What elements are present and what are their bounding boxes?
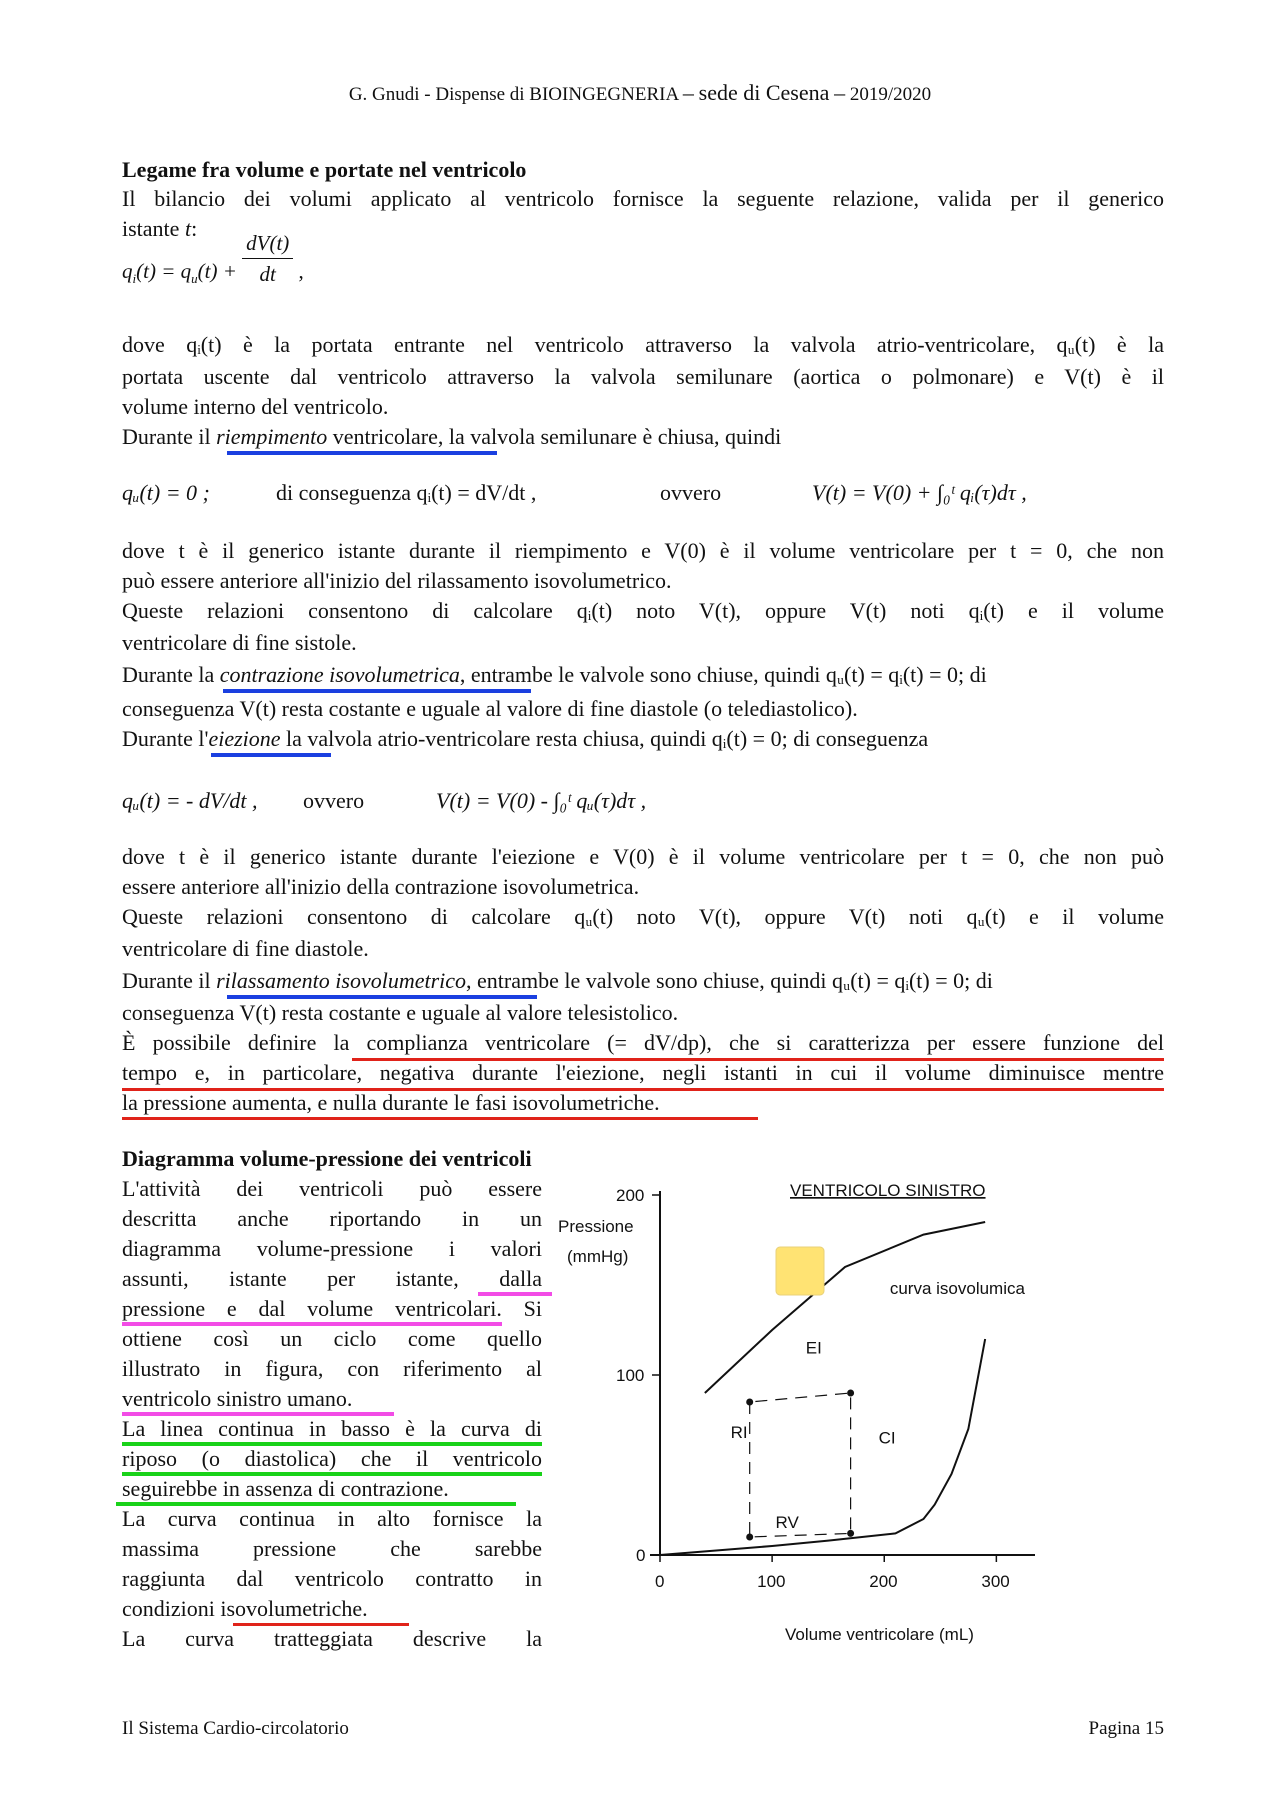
s2-line-15: La curva tratteggiata descrive la — [122, 1626, 542, 1651]
p2-line3: volume interno del ventricolo. — [122, 394, 389, 419]
s2-line-12: massima pressione che sarebbe — [122, 1536, 542, 1561]
p4-line1: dove t è il generico istante durante il riempimento e V(0) è il volume ventricolare per t = 0, che non — [122, 538, 1164, 563]
s2-line-14: condizioni isovolumetriche. — [122, 1596, 368, 1621]
s2-line-9: riposo (o diastolica) che il ventricolo — [122, 1446, 542, 1471]
eq2-c: ovvero — [660, 480, 722, 505]
p10-line2: conseguenza V(t) resta costante e uguale al valore telesistolico. — [122, 1000, 679, 1025]
header-sep2: – — [834, 80, 846, 105]
x-axis-label: Volume ventricolare (mL) — [785, 1625, 974, 1644]
header-year: 2019/2020 — [849, 84, 932, 105]
s2-line-1: descritta anche riportando in un — [122, 1206, 542, 1231]
s2-line-8: La linea continua in basso è la curva di — [122, 1416, 542, 1441]
series-0 — [705, 1222, 985, 1393]
eq2-a: qᵤ(t) = 0 ; — [122, 480, 210, 505]
s2-line-10: seguirebbe in assenza di contrazione. — [122, 1476, 449, 1501]
cycle-point — [847, 1530, 854, 1537]
annotation-ei: EI — [805, 1338, 822, 1358]
eq3-b: ovvero — [303, 788, 365, 813]
annotation-curva-isovolumica: curva isovolumica — [889, 1279, 1025, 1298]
p3-line: Durante il riempimento ventricolare, la valvola semilunare è chiusa, quindi — [122, 424, 782, 449]
p7-line: Durante l'eiezione la valvola atrio-ventricolare resta chiusa, quindi qᵢ(t) = 0; di conseguenza — [122, 726, 929, 751]
eq2-b: di conseguenza qᵢ(t) = dV/dt , — [276, 480, 537, 505]
eq3-a: qᵤ(t) = - dV/dt , — [122, 788, 258, 813]
y-axis-label-unit: (mmHg) — [567, 1247, 629, 1266]
s2-line-7: ventricolo sinistro umano. — [122, 1386, 353, 1411]
underline-contrazione — [223, 689, 531, 693]
underline-eiezione — [211, 753, 331, 757]
p8-line2: essere anteriore all'inizio della contrazione isovolumetrica. — [122, 874, 640, 899]
footer-left: Il Sistema Cardio-circolatorio — [122, 1718, 349, 1739]
p2-line2: portata uscente dal ventricolo attraverso la valvola semilunare (aortica o polmonare) e V(t) è il — [122, 364, 1164, 389]
s2-line-3: assunti, istante per istante, dalla — [122, 1266, 542, 1291]
annotation-ci: CI — [878, 1428, 896, 1448]
p11-line1: È possibile definire la complianza ventricolare (= dV/dp), che si caratterizza per essere funzione del — [122, 1030, 1164, 1055]
equation-volume-balance: $q_i(t) = q_u(t)$ + $\frac{dV(t)}{dt}$ , — [122, 256, 304, 294]
note-icon — [776, 1247, 824, 1295]
x-tick-label: 200 — [869, 1572, 898, 1591]
annotations — [731, 1170, 1046, 1532]
s2-line-0: L'attività dei ventricoli può essere — [122, 1176, 542, 1201]
y-tick-label: 100 — [616, 1366, 645, 1385]
p11-line3: la pressione aumenta, e nulla durante le fasi isovolumetriche. — [122, 1090, 660, 1115]
cycle-point — [746, 1534, 753, 1541]
underline-riempimento — [227, 451, 497, 455]
chart-title: VENTRICOLO SINISTRO — [790, 1181, 986, 1200]
s2-line-6: illustrato in figura, con riferimento al — [122, 1356, 542, 1381]
s2-line-4: pressione e dal volume ventricolari. Si — [122, 1296, 542, 1321]
cycle-point — [847, 1390, 854, 1397]
section2-title: Diagramma volume-pressione dei ventricoli — [122, 1146, 532, 1171]
p9-line2: ventricolare di fine diastole. — [122, 936, 369, 961]
p6-line2: conseguenza V(t) resta costante e uguale al valore di fine diastole (o telediastolico). — [122, 696, 858, 721]
y-axis-label: Pressione — [558, 1217, 634, 1236]
header-left: G. Gnudi - Dispense di BIOINGEGNERIA — [348, 84, 679, 105]
s2-line-5: ottiene così un ciclo come quello — [122, 1326, 542, 1351]
s2-line-11: La curva continua in alto fornisce la — [122, 1506, 542, 1531]
annotation-ri: RI — [730, 1423, 748, 1442]
p2-line1: dove qᵢ(t) è la portata entrante nel ventricolo attraverso la valvola atrio-ventricolare, qᵤ(t) è la — [122, 332, 1164, 357]
underline-complianza-3 — [122, 1117, 758, 1120]
p10-line1: Durante il rilassamento isovolumetrico, entrambe le valvole sono chiuse, quindi qᵤ(t) = qᵢ(t) = 0; di — [122, 968, 993, 993]
x-tick-label: 0 — [655, 1572, 665, 1591]
p11-line2: tempo e, in particolare, negativa durante l'eiezione, negli istanti in cui il volume diminuisce mentre — [122, 1060, 1164, 1085]
p1-line1: Il bilancio dei volumi applicato al ventricolo fornisce la seguente relazione, valida per il generico — [122, 186, 1164, 211]
page-header — [0, 80, 1280, 106]
annotation-rv: RV — [775, 1513, 799, 1532]
footer-right: Pagina 15 — [1088, 1718, 1164, 1739]
cycle-point — [746, 1399, 753, 1406]
p5-line2: ventricolare di fine sistole. — [122, 630, 357, 655]
p8-line1: dove t è il generico istante durante l'eiezione e V(0) è il volume ventricolare per t = 0, che non può — [122, 844, 1164, 869]
p5-line1: Queste relazioni consentono di calcolare qᵢ(t) noto V(t), oppure V(t) noti qᵢ(t) e il volume — [122, 598, 1164, 623]
p4-line2: può essere anteriore all'inizio del rilassamento isovolumetrico. — [122, 568, 672, 593]
p1-line2: istante t: — [122, 216, 198, 241]
x-tick-label: 100 — [757, 1572, 786, 1591]
pv-diagram — [550, 1170, 1150, 1650]
header-middle: sede di Cesena — [698, 80, 830, 105]
section1-title: Legame fra volume e portate nel ventricolo — [122, 157, 527, 182]
x-tick-label: 300 — [981, 1572, 1010, 1591]
s2-line-13: raggiunta dal ventricolo contratto in — [122, 1566, 542, 1591]
p9-line1: Queste relazioni consentono di calcolare qᵤ(t) noto V(t), oppure V(t) noti qᵤ(t) e il volume — [122, 904, 1164, 929]
series-2 — [750, 1393, 851, 1537]
p6-line1: Durante la contrazione isovolumetrica, entrambe le valvole sono chiuse, quindi qᵤ(t) = qᵢ(t) = 0; di — [122, 662, 987, 687]
axes — [650, 1191, 1035, 1555]
eq2-d: V(t) = V(0) + ∫₀ᵗ qᵢ(τ)dτ , — [812, 480, 1027, 505]
header-sep1: – — [682, 80, 694, 105]
series-1 — [660, 1339, 985, 1555]
eq3-c: V(t) = V(0) - ∫₀ᵗ qᵤ(τ)dτ , — [436, 788, 647, 813]
y-tick-label: 200 — [616, 1186, 645, 1205]
s2-line-2: diagramma volume-pressione i valori — [122, 1236, 542, 1261]
y-tick-label: 0 — [636, 1546, 646, 1565]
